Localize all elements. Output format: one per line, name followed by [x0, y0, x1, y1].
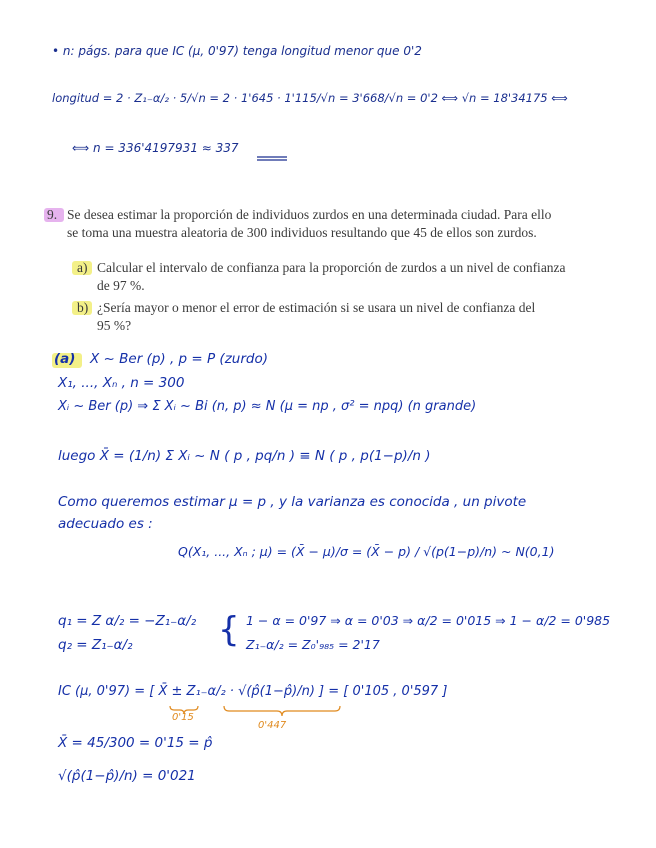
solution-xbar: X̄ = 45/300 = 0'15 = p̂	[58, 735, 213, 751]
hw-line-1: • n: págs. para que IC (μ, 0'97) tenga longitud menor que 0'2	[52, 44, 422, 58]
solution-z-line: Z₁₋α/₂ = Z₀'₉₈₅ = 2'17	[246, 637, 380, 652]
part-b-line-2: 95 %?	[97, 318, 132, 333]
problem-number: 9.	[47, 207, 58, 222]
solution-line-3: Xᵢ ~ Ber (p) ⇒ Σ Xᵢ ~ Bi (n, p) ≈ N (μ = np , σ² = npq) (n grande)	[58, 399, 477, 414]
solution-line-2: X₁, ..., Xₙ , n = 300	[58, 375, 185, 391]
annotation-xbar: 0'15	[172, 712, 194, 723]
solution-line-1: X ~ Ber (p) , p = P (zurdo)	[90, 351, 268, 367]
solution-alpha-line: 1 − α = 0'97 ⇒ α = 0'03 ⇒ α/2 = 0'015 ⇒ 1 − α/2 = 0'985	[246, 613, 611, 628]
part-a-line-2: de 97 %.	[97, 278, 145, 293]
part-b-line-1: ¿Sería mayor o menor el error de estimación si se usara un nivel de confianza del	[97, 300, 536, 315]
solution-line-4: luego X̄ = (1/n) Σ Xᵢ ~ N ( p , pq/n ) ≡ N ( p , p(1−p)/n )	[58, 448, 431, 464]
solution-a-tag: (a)	[54, 351, 76, 367]
hw-line-2: longitud = 2 · Z₁₋α/₂ · 5/√n = 2 · 1'645 · 1'115/√n = 3'668/√n = 0'2 ⟺ √n = 18'34175 ⟺	[52, 91, 568, 105]
solution-ic: IC (μ, 0'97) = [ X̄ ± Z₁₋α/₂ · √(p̂(1−p̂)/n) ] = [ 0'105 , 0'597 ]	[58, 684, 448, 699]
solution-sqrt: √(p̂(1−p̂)/n) = 0'021	[58, 768, 196, 784]
part-a-label: a)	[77, 260, 88, 275]
solution-q1: q₁ = Z α/₂ = −Z₁₋α/₂	[58, 613, 197, 629]
orange-brace-xbar	[170, 706, 198, 714]
hw-line-3: ⟺ n = 336'4197931 ≈ 337	[72, 141, 239, 155]
brace-left: {	[218, 610, 240, 650]
part-a-line-1: Calcular el intervalo de confianza para la proporción de zurdos a un nivel de confianza	[97, 260, 566, 275]
part-b-label: b)	[77, 300, 89, 315]
problem-statement-line-2: se toma una muestra aleatoria de 300 individuos resultando que 45 de ellos son zurdos.	[67, 225, 537, 240]
annotation-error: 0'447	[258, 720, 287, 731]
solution-q2: q₂ = Z₁₋α/₂	[58, 637, 133, 653]
solution-line-5: Como queremos estimar μ = p , y la varianza es conocida , un pivote	[58, 494, 527, 510]
problem-statement-line-1: Se desea estimar la proporción de individuos zurdos en una determinada ciudad. Para ello	[67, 207, 552, 222]
orange-brace-error	[224, 706, 340, 716]
solution-line-7: Q(X₁, ..., Xₙ ; μ) = (X̄ − μ)/σ = (X̄ − p) / √(p(1−p)/n) ~ N(0,1)	[178, 544, 555, 559]
solution-line-6: adecuado es :	[58, 516, 153, 532]
